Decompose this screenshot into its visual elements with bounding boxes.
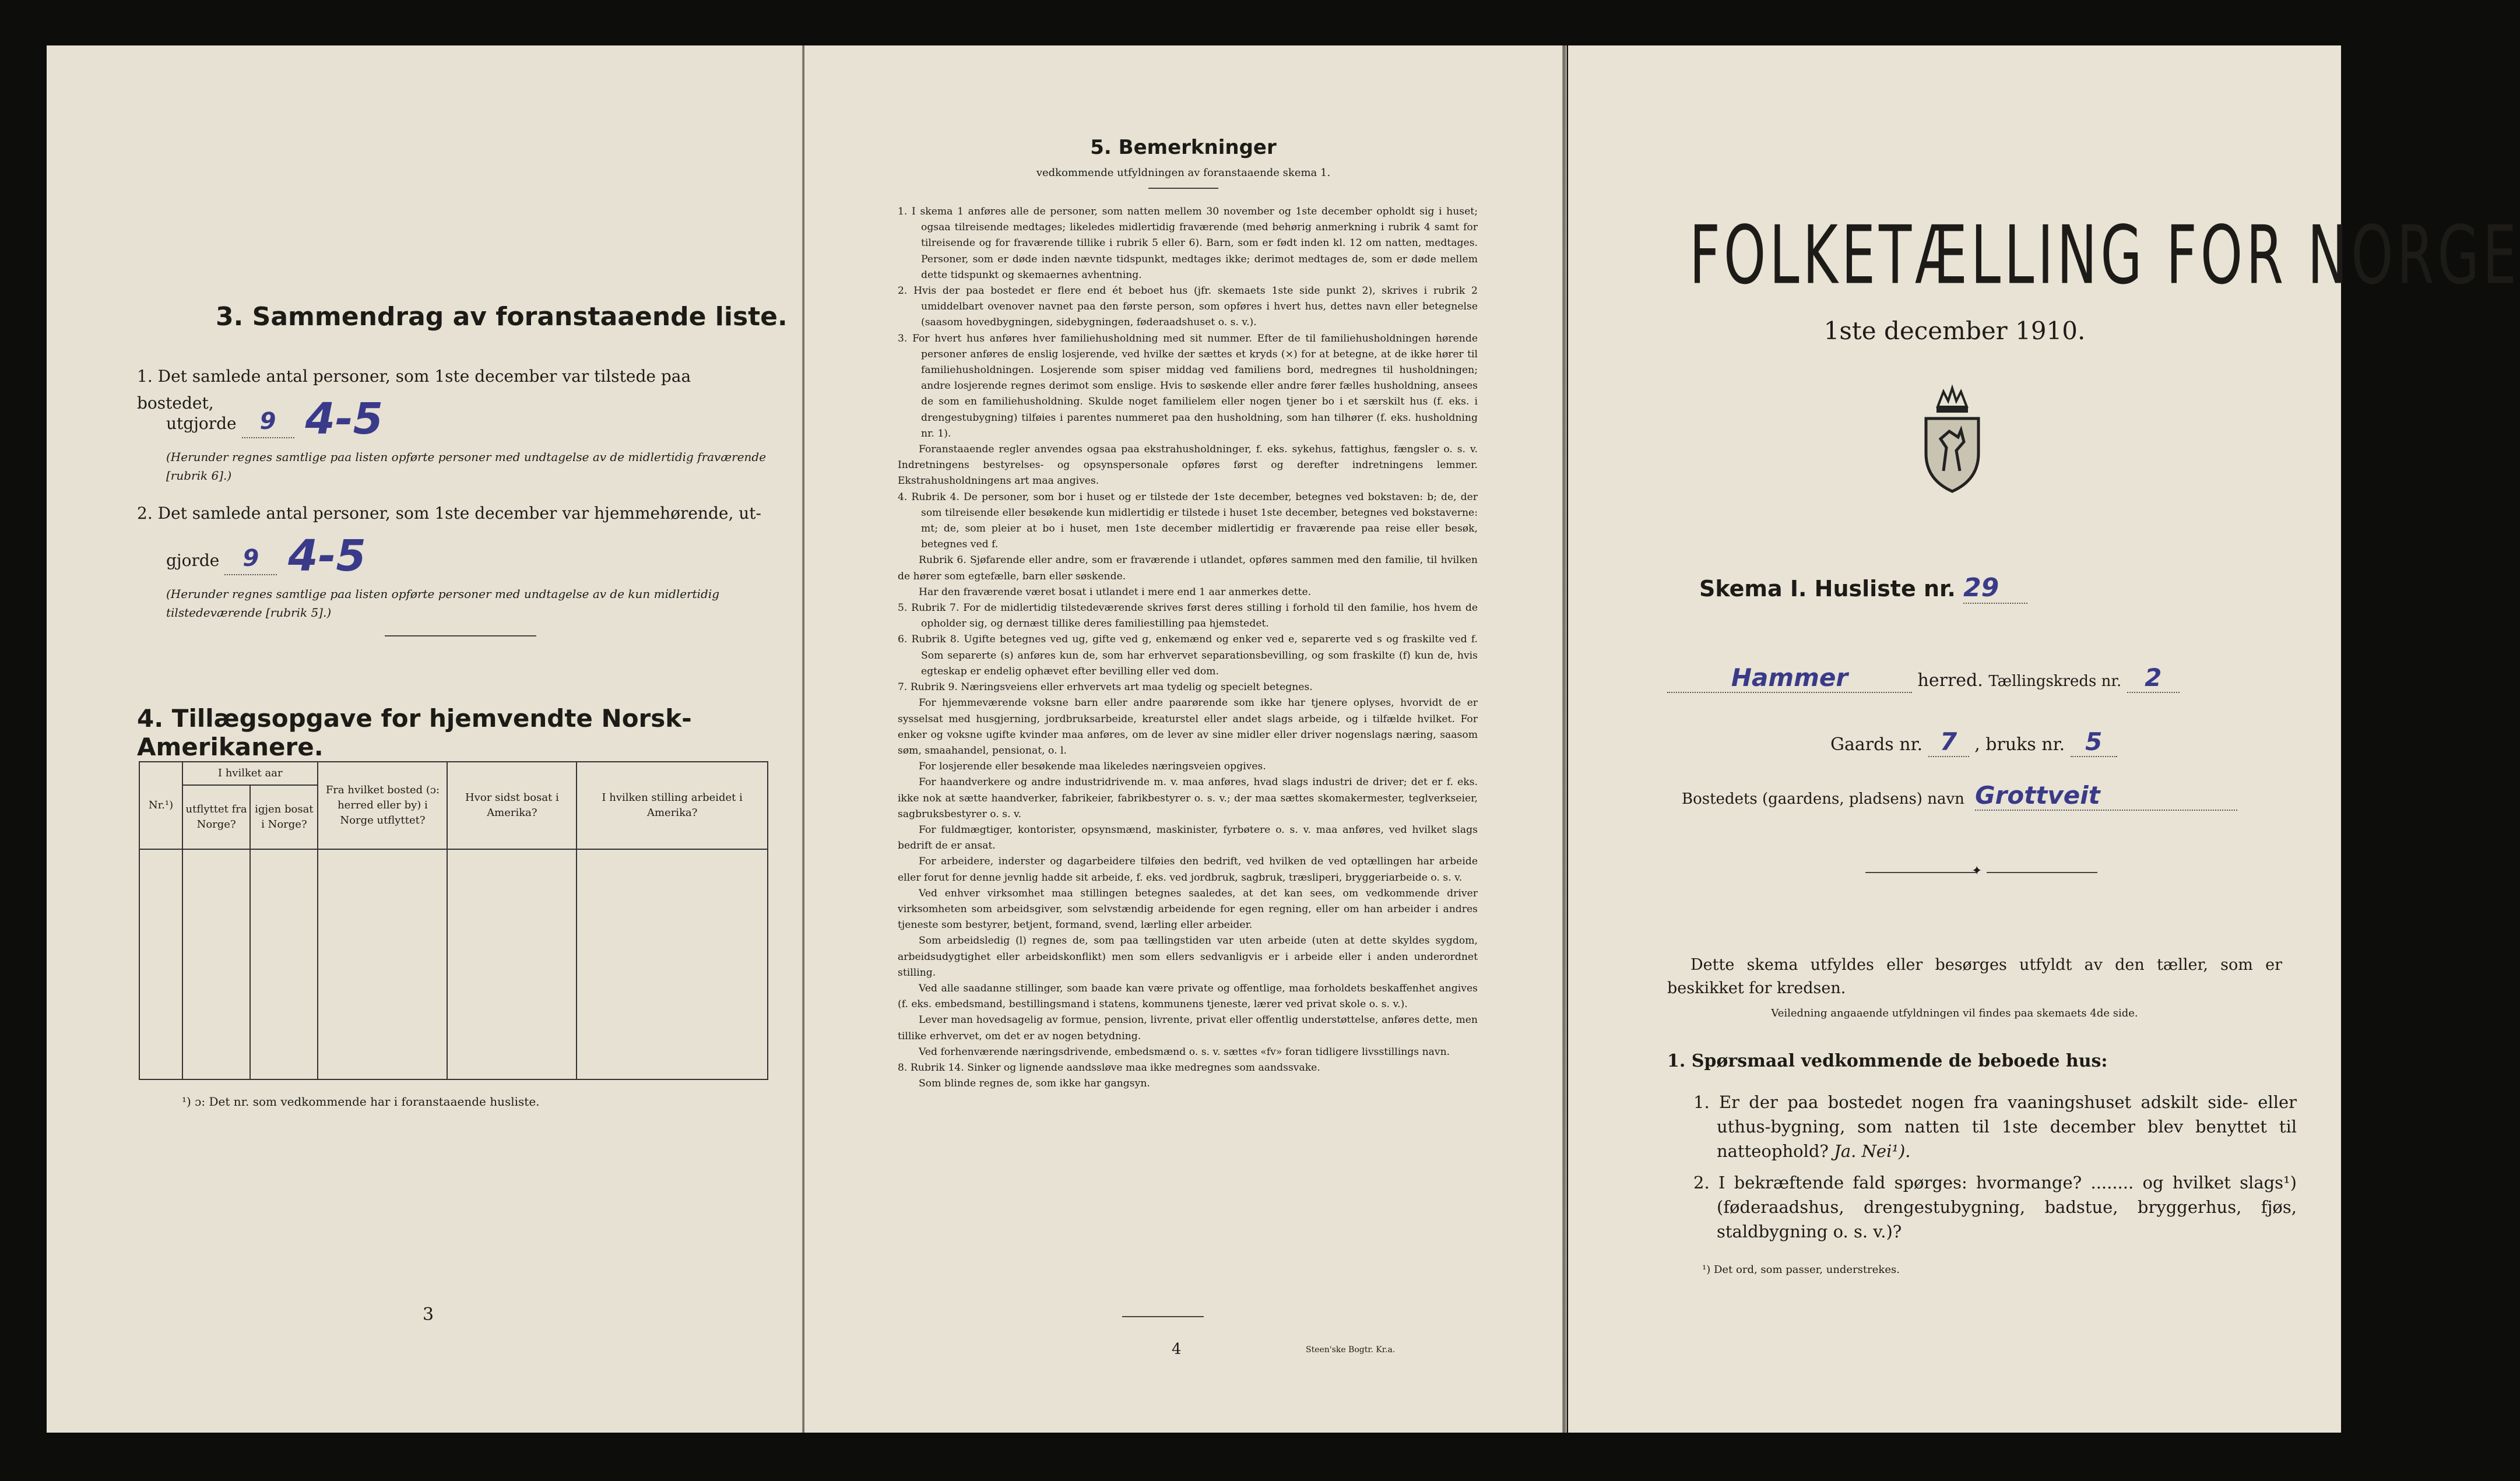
form-title: FOLKETÆLLING FOR NORGE — [1689, 209, 2520, 302]
table-row — [139, 849, 768, 1079]
remark-paragraph: 3. For hvert hus anføres hver familiehusholdning med sit nummer. Efter de til familiehusholdningen hørende personer anføres de enslig losjerende, ved hvilke der sættes et kryds (×) for at betegne, at de ikke hører til familiehusholdningen. Losjerende som spiser middag ved familiens bord, medregnes til husholdningen; andre losjerende regnes derimot som enslige. Hvis to søskende eller andre fører fælles husholdning, ansees de som en familiehusholdning. Skulde noget familielem eller nogen tjener bo i et særskilt hus (f. eks. i drengestubygning) tilføies i parentes nummeret paa den husholdning, som han tilhører (f. eks. husholdning nr. 1). — [898, 332, 1478, 439]
gaards-line — [1830, 727, 2117, 757]
bruks-label: , bruks nr. — [1974, 734, 2065, 755]
gjorde-label: gjorde — [166, 551, 220, 570]
item-1-note: (Herunder regnes samtlige paa listen opførte personer med undtagelse av de midlertidig fraværende [rubrik 6].) — [166, 450, 767, 483]
resident-count-a: 9 — [242, 545, 259, 572]
gaards-label: Gaards nr. — [1830, 734, 1923, 755]
remark-paragraph: Har den fraværende været bosat i utlandet i mere end 1 aar anmerkes dette. — [919, 586, 1312, 598]
item-2-note: (Herunder regnes samtlige paa listen opførte personer med undtagelse av de kun midlertidig tilstedeværende [rubrik 5].) — [166, 587, 720, 620]
divider — [385, 635, 536, 636]
questions-title: 1. Spørsmaal vedkommende de beboede hus: — [1667, 1051, 2108, 1071]
section-4-title: 4. Tillægsopgave for hjemvendte Norsk-Amerikanere. — [137, 704, 692, 761]
remark-paragraph: Som arbeidsledig (l) regnes de, som paa tællingstiden var uten arbeide (uten at dette skyldes sygdom, arbeidsudygtighet eller arbeidskonflikt) men som ellers sedvanligvis er i arbeide eller i anden underordnet stilling. — [898, 935, 1478, 979]
remark-paragraph: 6. Rubrik 8. Ugifte betegnes ved ug, gifte ved g, enkemænd og enker ved e, separerte ved s og fraskilte ved f. Som separerte (s) anføres kun de, som har erhvervet separationsbevilling, og som fraskilte (f) kun de, hvis egteskap er endelig ophævet efter bevilling eller ved dom. — [898, 634, 1478, 677]
cover-footnote: ¹) Det ord, som passer, understrekes. — [1702, 1264, 1900, 1276]
remark-paragraph: Ved forhenværende næringsdrivende, embedsmænd o. s. v. sættes «fv» foran tidligere livsstillings navn. — [919, 1046, 1450, 1058]
remark-paragraph: For fuldmægtiger, kontorister, opsynsmænd, maskinister, fyrbøtere o. s. v. maa anføres, ved hvilket slags bedrift de er ansat. — [898, 824, 1478, 852]
bruks-value: 5 — [2085, 727, 2103, 756]
table-cell — [447, 849, 577, 1079]
question-1-answer: Ja. Nei¹). — [1834, 1141, 1911, 1161]
table-cell — [250, 849, 318, 1079]
col-igjen-bosat: igjen bosat i Norge? — [250, 785, 318, 849]
divider — [1122, 1316, 1204, 1317]
skema-line — [1699, 573, 2027, 604]
remarks-title: 5. Bemerkninger — [1090, 136, 1277, 159]
tellingskreds-value: 2 — [2145, 663, 2162, 692]
divider — [1148, 188, 1218, 189]
remark-paragraph: 7. Rubrik 9. Næringsveiens eller erhvervets art maa tydelig og specielt betegnes. — [898, 681, 1313, 694]
item-2-gjorde — [166, 531, 366, 581]
item-1-text: 1. Det samlede antal personer, som 1ste december var tilstede paa bostedet, — [137, 367, 691, 413]
resident-count-b: 4-5 — [288, 531, 366, 581]
page-4-remarks — [804, 45, 1562, 1433]
intro-text: Dette skema utfyldes eller besørges utfyldt av den tæller, som er beskikket for kredsen. — [1667, 956, 2282, 997]
bosted-line — [1682, 781, 2237, 811]
remark-paragraph: 5. Rubrik 7. For de midlertidig tilstedeværende skrives først deres stilling i forhold til den familie, hos hvem de opholder sig, og dernæst tillike deres familiestilling paa hjemstedet. — [898, 602, 1478, 630]
remark-paragraph: Lever man hovedsagelig av formue, pension, livrente, privat eller offentlig understøttelse, anføres dette, men tillike erhvervet, om det er av nogen betydning. — [898, 1014, 1478, 1042]
norsk-amerikanere-table — [139, 761, 768, 1080]
remark-paragraph: 1. I skema 1 anføres alle de personer, som natten mellem 30 november og 1ste december opholdt sig i huset; ogsaa tilreisende medtages; likeledes midlertidig fraværende (med behørig anmerkning i rubrik 4 samt for tilreisende og for fraværende tillike i rubrik 5 eller 6). Barn, som er født inden kl. 12 om natten, medtages. Personer, som er døde inden nævnte tidspunkt, medtages ikke; derimot medtages de, som er døde mellem dette tidspunkt og skemaernes avhentning. — [898, 206, 1478, 281]
remark-paragraph: For haandverkere og andre industridrivende m. v. maa anføres, hvad slags industri de driver; det er f. eks. ikke nok at sætte haandverker, fabrikeier, fabrikbestyrer o. s. v.; der maa sættes skomakermester, teglverkseier, sagbruksbestyrer o. s. v. — [898, 776, 1478, 820]
divider — [1865, 872, 1976, 873]
herred-label: herred. — [1917, 670, 1983, 691]
remark-paragraph: 2. Hvis der paa bostedet er flere end ét beboet hus (jfr. skemaets 1ste side punkt 2), skrives i rubrik 2 umiddelbart ovenover navnet paa den første person, som opføres i hvert hus, dettes navn eller betegnelse (saasom hovedbygningen, sidebygningen, føderaadshuset o. s. v.). — [898, 285, 1478, 329]
intro-note: Veiledning angaaende utfyldningen vil findes paa skemaets 4de side. — [1771, 1007, 2138, 1019]
question-1-text: 1. Er der paa bostedet nogen fra vaaningshuset adskilt side- eller uthus-bygning, som natten til 1ste december blev benyttet til natteophold? — [1693, 1092, 2297, 1161]
page-number: 4 — [1172, 1341, 1182, 1358]
question-1 — [1693, 1090, 2297, 1163]
bosted-value: Grottveit — [1975, 781, 2100, 810]
remark-paragraph: For losjerende eller besøkende maa likeledes næringsveien opgives. — [919, 761, 1266, 773]
page-number: 3 — [423, 1304, 434, 1325]
coat-of-arms-icon — [1914, 384, 1990, 494]
herred-line — [1667, 663, 2314, 693]
page-3-summary — [47, 45, 802, 1433]
table-cell — [139, 849, 182, 1079]
col-nr: Nr.¹) — [139, 762, 182, 849]
remark-paragraph: For hjemmeværende voksne barn eller andre paarørende som ikke har tjenere oplyses, hvorvidt de er sysselsat med husgjerning, jordbruksarbeide, kreaturstel eller andet slags arbeide, og i tilfælde hvilket. For enker og voksne ugifte kvinder maa anføres, om de lever av sine midler eller driver nogenslags næring, saasom søm, smaahandel, pensionat, o. l. — [898, 697, 1478, 757]
table-cell — [318, 849, 447, 1079]
col-hvor-bosat: Hvor sidst bosat i Amerika? — [447, 762, 577, 849]
col-utflyttet: utflyttet fra Norge? — [182, 785, 250, 849]
table-cell — [182, 849, 250, 1079]
section-4-footnote: ¹) ɔ: Det nr. som vedkommende har i foranstaaende husliste. — [182, 1095, 540, 1109]
census-date: 1ste december 1910. — [1823, 316, 2086, 345]
table-cell — [577, 849, 768, 1079]
utgjorde-label: utgjorde — [166, 414, 237, 433]
question-2: 2. I bekræftende fald spørges: hvormange? ........ og hvilket slags¹) (føderaadshus, drengestubygning, badstue, bryggerhus, fjøs, staldbygning o. s. v.)? — [1693, 1173, 2297, 1241]
item-2-text: 2. Det samlede antal personer, som 1ste december var hjemmehørende, ut- — [137, 504, 761, 523]
husliste-nr: 29 — [1963, 573, 1999, 603]
section-3-title: 3. Sammendrag av foranstaaende liste. — [216, 302, 788, 332]
gaards-value: 7 — [1940, 727, 1957, 756]
remark-paragraph: Som blinde regnes de, som ikke har gangsyn. — [919, 1078, 1150, 1090]
divider — [1987, 872, 2097, 873]
remark-paragraph: 4. Rubrik 4. De personer, som bor i huset og er tilstede der 1ste december, betegnes ved bokstaven: b; de, der som tilreisende eller besøkende kun midlertidig er tilstede i huset 1ste december, betegnes ved bokstaverne: mt; de, som pleier at bo i huset, men 1ste december midlertidig er fraværende paa reise eller besøk, betegnes ved f. — [898, 491, 1478, 551]
bosted-label: Bostedets (gaardens, pladsens) navn — [1682, 790, 1964, 808]
remark-paragraph: Rubrik 6. Sjøfarende eller andre, som er fraværende i utlandet, opføres sammen med den familie, til hvilken de hører som egtefælle, barn eller søskende. — [898, 554, 1478, 582]
skema-label: Skema I. Husliste nr. — [1699, 576, 1956, 601]
remark-paragraph: Foranstaaende regler anvendes ogsaa paa ekstrahusholdninger, f. eks. sykehus, fattighus, fængsler o. s. v. Indretningens bestyrelses- og opsynspersonale opføres først og derefter indretningens lemmer. Ekstrahusholdningens art maa angives. — [898, 444, 1478, 487]
tellingskreds-label: Tællingskreds nr. — [1988, 673, 2122, 690]
remarks-subtitle: vedkommende utfyldningen av foranstaaende skema 1. — [1036, 167, 1331, 179]
col-fra-bosted: Fra hvilket bosted (ɔ: herred eller by) i Norge utflyttet? — [318, 762, 447, 849]
col-hvilket-aar: I hvilket aar — [182, 762, 318, 785]
remarks-body — [898, 204, 1478, 1092]
remark-paragraph: Ved alle saadanne stillinger, som baade kan være private og offentlige, maa forholdets beskaffenhet angives (f. eks. embedsmand, bestillingsmand i statens, kommunens tjeneste, lærer ved privat skole o. s. v.). — [898, 982, 1478, 1011]
item-1-utgjorde — [166, 394, 384, 444]
col-stilling: I hvilken stilling arbeidet i Amerika? — [577, 762, 768, 849]
remark-paragraph: For arbeidere, inderster og dagarbeidere tilføies den bedrift, ved hvilken de ved optællingen har arbeide eller forut for denne jevnlig hadde sit arbeide, f. eks. ved jordbruk, sagbruk, træsliperi, bryggeriarbeide o. s. v. — [898, 856, 1478, 884]
printer-mark: Steen'ske Bogtr. Kr.a. — [1306, 1345, 1396, 1355]
remark-paragraph: Ved enhver virksomhet maa stillingen betegnes saaledes, at det kan sees, om vedkommende driver virksomheten som arbeidsgiver, som selvstændig arbeidende for egen regning, eller om han arbeider i andres tjeneste som bestyrer, betjent, formand, svend, lærling eller arbeider. — [898, 887, 1478, 931]
page-1-cover — [1568, 45, 2520, 1433]
present-count-a: 9 — [259, 408, 276, 435]
present-count-b: 4-5 — [305, 394, 384, 444]
ornament-icon: ✦ — [1971, 864, 1983, 878]
remark-paragraph: 8. Rubrik 14. Sinker og lignende aandssløve maa ikke medregnes som aandssvake. — [898, 1061, 1320, 1074]
herred-value: Hammer — [1731, 663, 1848, 692]
